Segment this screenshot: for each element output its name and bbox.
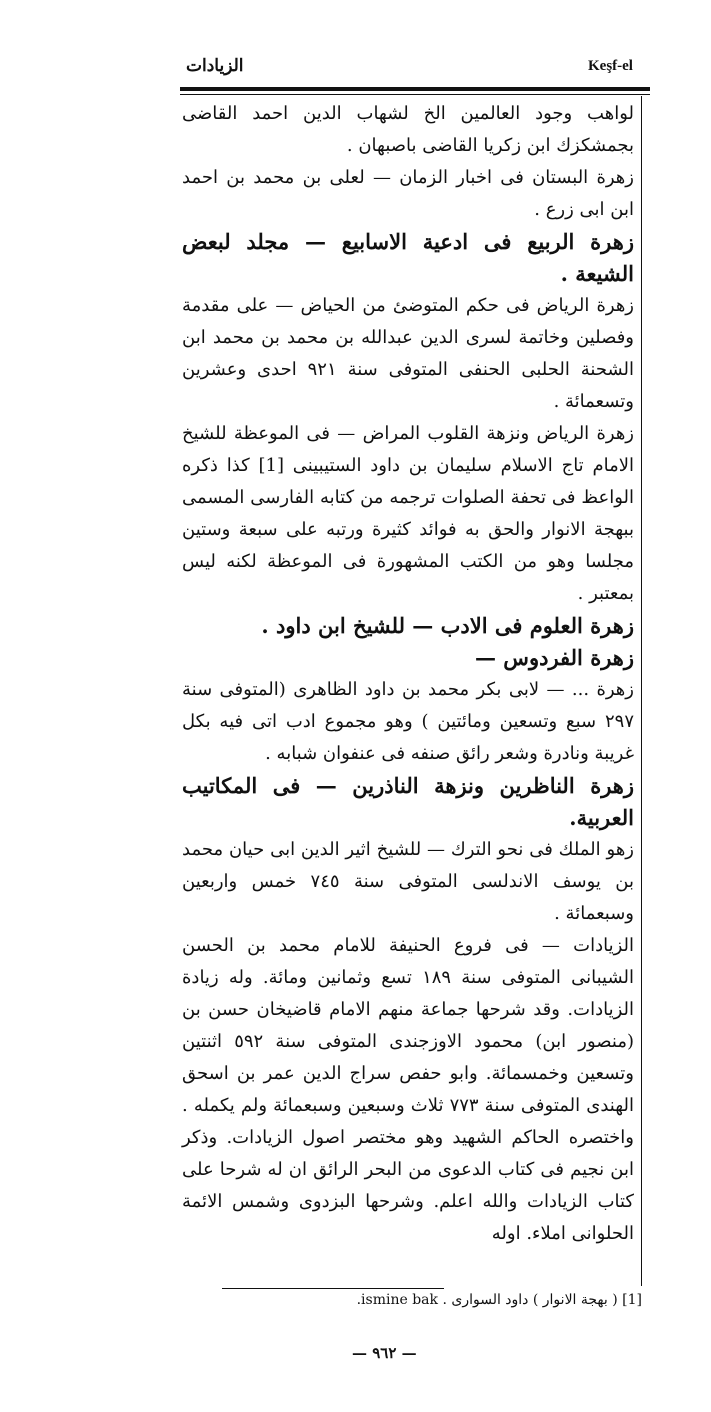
entry-zahrat-al-ulum: زهرة العلوم فى الادب — للشيخ ابن داود . bbox=[261, 613, 634, 638]
running-header-right: الزيادات bbox=[186, 56, 244, 76]
page-body bbox=[182, 98, 634, 1250]
entry-zahrat-al-rabi: زهرة الربيع فى ادعية الاسابيع — مجلد لبعض الشيعة . bbox=[182, 229, 634, 286]
margin-vertical-rule bbox=[641, 96, 642, 1286]
footnote-rule bbox=[222, 1288, 444, 1289]
entry-al-ziyadat: الزيادات — فى فروع الحنيفة للامام محمد بن الحسن الشيبانى المتوفى سنة ١٨٩ تسع وثمانين ومائة. وله زيادة الزيادات. وقد شرحها جماعة منهم الامام قاضيخان حسن بن (منصور ابن) محمود الاوزجندى المتوفى سنة ٥٩٢ اثنتين وتسعين وخمسمائة. وابو حفص سراج الدين عمر بن اسحق الهندى المتوفى سنة ٧٧٣ ثلاث وسبعين وسبعمائة ولم يكمله . واختصره الحاكم الشهيد وهو مختصر اصول الزيادات. وذكر ابن نجيم فى كتاب الدعوى من البحر الرائق ان له شرحا على كتاب الزيادات والله اعلم. وشرحها البزدوى وشمس الائمة الحلوانى املاء. اوله bbox=[182, 935, 635, 1244]
header-rule-thin bbox=[180, 94, 650, 95]
entry-zahrat-al-riyad-1: زهرة الرياض فى حكم المتوضئ من الحياض — على مقدمة وفصلين وخاتمة لسرى الدين عبدالله بن محمد بن محمد ابن الشحنة الحلبى الحنفى المتوفى سنة ٩٢١ احدى وعشرين وتسعمائة . bbox=[182, 295, 635, 412]
entry-zahrat-al-bustan: زهرة البستان فى اخبار الزمان — لعلى بن محمد بن احمد ابن ابى زرع . bbox=[182, 167, 634, 220]
entry-continuation: لواهب وجود العالمين الخ لشهاب الدين احمد القاضى بجمشكزك ابن زكريا القاضى باصبهان . bbox=[182, 103, 634, 156]
entry-zahrat-al-nazirin: زهرة الناظرين ونزهة الناذرين — فى المكاتيب العربية. bbox=[182, 773, 634, 830]
page-number: — ٩٦٢ — bbox=[352, 1344, 417, 1362]
footnote: [1] ( بهجة الانوار ) داود السوارى . ismine bak. bbox=[356, 1292, 642, 1308]
entry-zahw-al-mulk: زهو الملك فى نحو الترك — للشيخ اثير الدين ابى حيان محمد بن يوسف الاندلسى المتوفى سنة ٧٤٥ خمس واربعين وسبعمائة . bbox=[182, 839, 635, 924]
entry-zahrat-al-firdaws: زهرة الفردوس — bbox=[475, 645, 634, 670]
entry-zahra-zahiri: زهرة ... — لابى بكر محمد بن داود الظاهرى (المتوفى سنة ٢٩٧ سبع وتسعين ومائتين ) وهو مجموع ادب اتى فيه بكل غريبة ونادرة وشعر رائق صنفه فى عنفوان شبابه . bbox=[182, 679, 634, 764]
running-header-left: Keşf-el bbox=[588, 58, 633, 74]
header-rule-thick bbox=[180, 87, 650, 91]
entry-zahrat-al-riyad-2: زهرة الرياض ونزهة القلوب المراض — فى الموعظة للشيخ الامام تاج الاسلام سليمان بن داود الستيبينى [1] كذا ذكره الواعظ فى تحفة الصلوات ترجمه من كتابه الفارسى المسمى ببهجة الانوار والحق به فوائد كثيرة ورتبه على سبعة وستين مجلسا وهو من الكتب المشهورة فى الموعظة لكنه ليس بمعتبر . bbox=[182, 423, 634, 604]
